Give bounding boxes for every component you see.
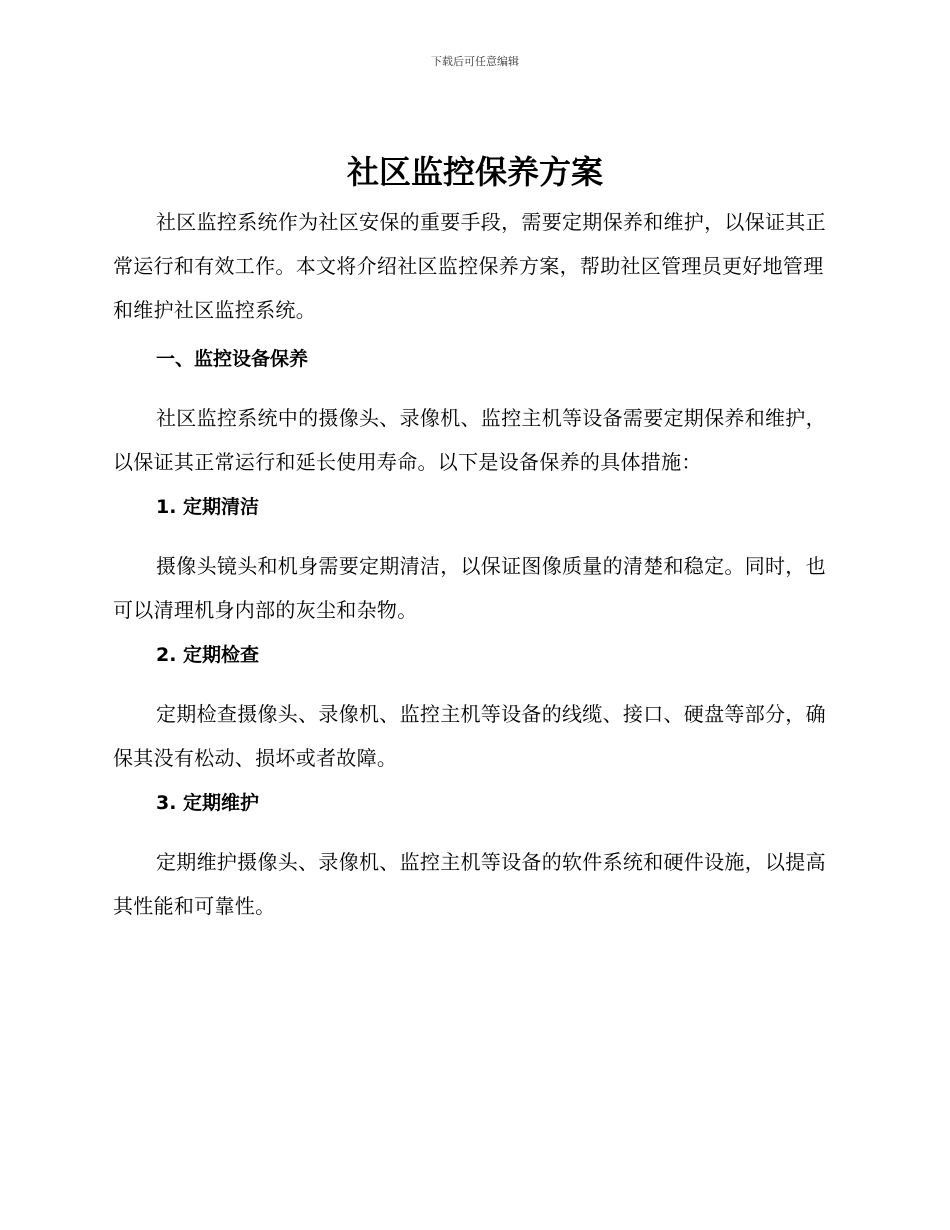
item-paragraph: 定期检查摄像头、录像机、监控主机等设备的线缆、接口、硬盘等部分，确保其没有松动、损坏或者故障。 (113, 702, 826, 770)
spacer (113, 484, 831, 492)
spacer (113, 374, 831, 396)
item-paragraph: 摄像头镜头和机身需要定期清洁，以保证图像质量的清楚和稳定。同时，也可以清理机身内部的灰尘和杂物。 (113, 554, 826, 622)
spacer (113, 522, 831, 544)
document-body (113, 200, 831, 928)
spacer (113, 670, 831, 692)
item-heading: 2. 定期检查 (156, 644, 260, 666)
spacer (113, 332, 831, 344)
spacer (113, 818, 831, 840)
section-heading: 一、监控设备保养 (156, 348, 309, 370)
item-paragraph: 定期维护摄像头、录像机、监控主机等设备的软件系统和硬件设施，以提高其性能和可靠性。 (113, 850, 826, 918)
spacer (113, 632, 831, 640)
section-paragraph: 社区监控系统中的摄像头、录像机、监控主机等设备需要定期保养和维护，以保证其正常运行和延长使用寿命。以下是设备保养的具体措施： (113, 406, 826, 474)
header-note: 下载后可任意编辑 (431, 55, 519, 68)
document-title: 社区监控保养方案 (346, 153, 603, 191)
item-heading: 1. 定期清洁 (156, 496, 260, 518)
item-heading: 3. 定期维护 (156, 792, 260, 814)
spacer (113, 780, 831, 788)
intro-paragraph: 社区监控系统作为社区安保的重要手段，需要定期保养和维护，以保证其正常运行和有效工作。本文将介绍社区监控保养方案，帮助社区管理员更好地管理和维护社区监控系统。 (113, 210, 826, 322)
